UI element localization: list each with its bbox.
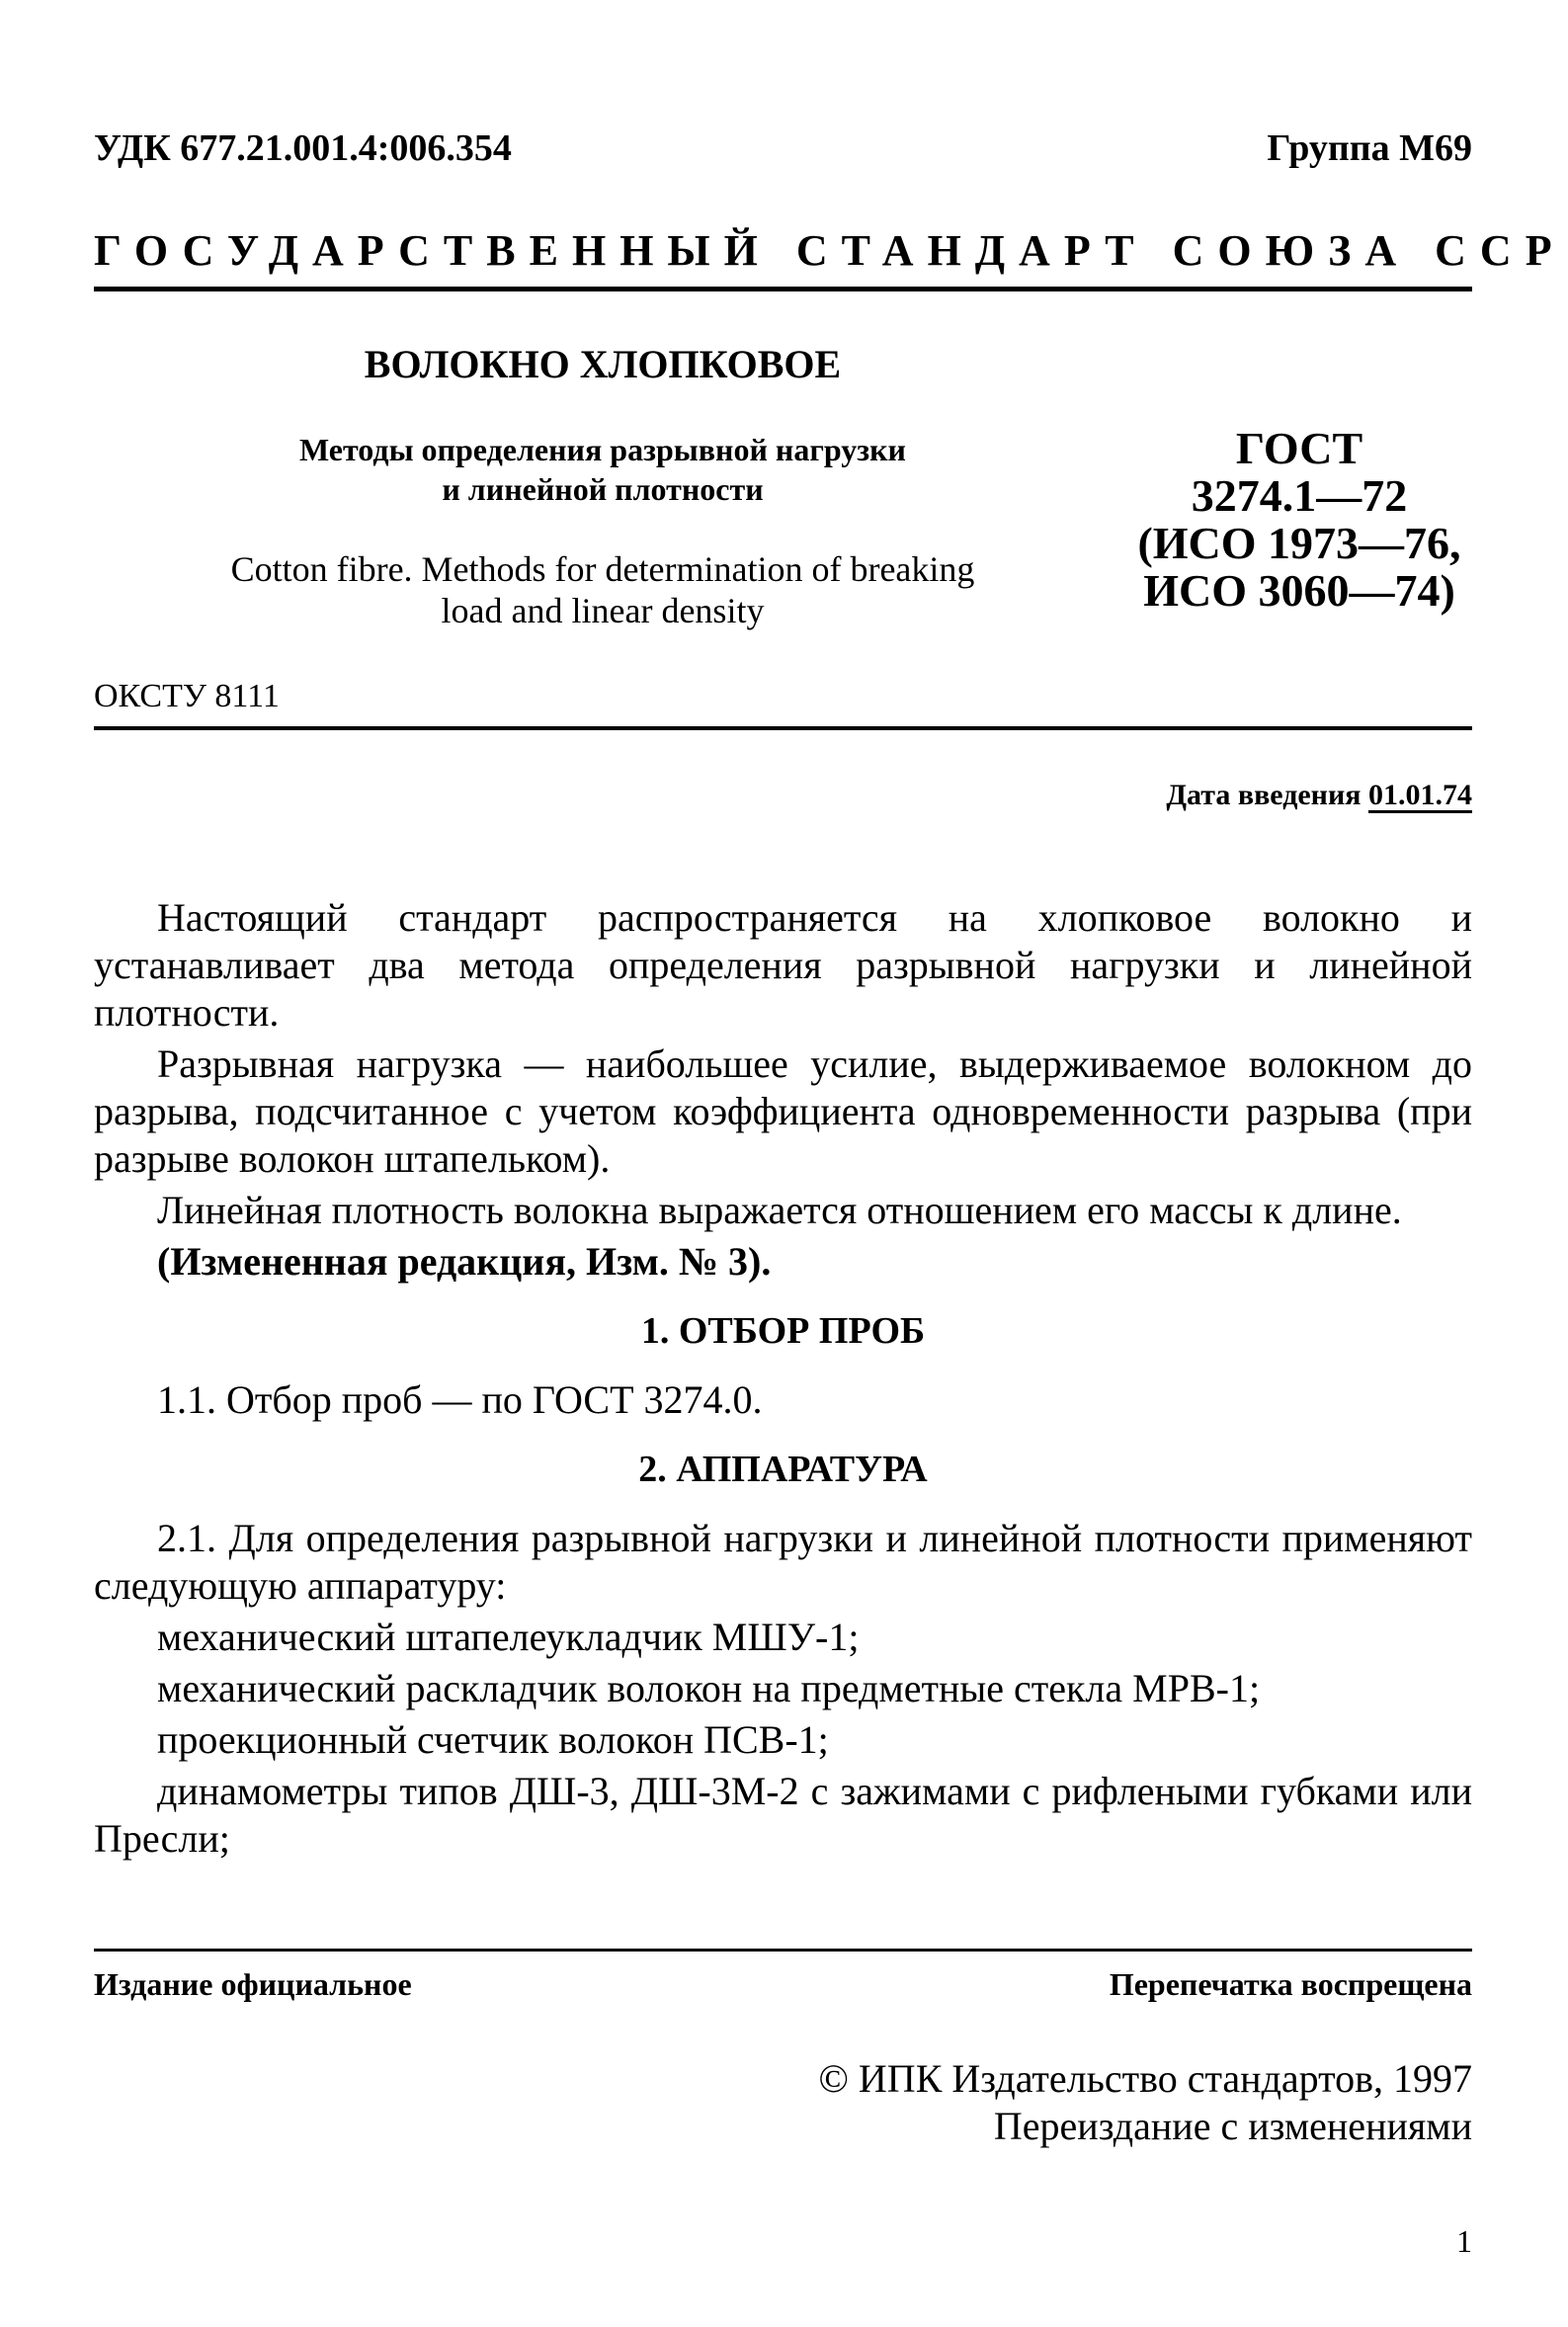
english-title-line: Cotton fibre. Methods for determination of breaking [230, 549, 975, 589]
gost-line: ГОСТ [1235, 423, 1363, 473]
group-code: Группа М69 [1267, 127, 1472, 169]
subtitle-line: Методы определения разрывной нагрузки [299, 432, 906, 467]
okstu-code: ОКСТУ 8111 [94, 678, 280, 714]
list-item: механический штапелеукладчик МШУ-1; [157, 1615, 860, 1659]
list-item: динамометры типов ДШ-3, ДШ-3М-2 с зажимами с рифлеными губками или Пресли; [94, 1769, 1472, 1861]
gost-line: 3274.1—72 [1191, 470, 1408, 521]
body-text [94, 894, 1472, 1867]
paragraph: Линейная плотность волокна выражается отношением его массы к длине. [157, 1188, 1402, 1232]
amendment-note: (Измененная редакция, Изм. № 3). [157, 1239, 772, 1284]
page-number: 1 [1456, 2223, 1472, 2259]
gost-line: (ИСО 1973—76, [1137, 518, 1461, 568]
official-edition: Издание официальное [94, 1966, 412, 2002]
english-title [94, 548, 1112, 631]
paragraph: Разрывная нагрузка — наибольшее усилие, выдерживаемое волокном до разрыва, подсчитанное с учетом коэффициента одновременности разрыва (при разрыве волокон штапельком). [94, 1041, 1472, 1181]
udk-code: УДК 677.21.001.4:006.354 [94, 127, 512, 169]
intro-date-label: Дата введения [1166, 779, 1362, 811]
title-divider [94, 726, 1472, 730]
reprint-prohibited: Перепечатка воспрещена [1109, 1966, 1472, 2002]
title-block [94, 341, 1112, 631]
section-heading: 2. АППАРАТУРА [638, 1449, 928, 1490]
header-divider [94, 287, 1472, 291]
document-subtitle [94, 430, 1112, 509]
reissue-line: Переиздание с изменениями [993, 2104, 1472, 2148]
document-page [94, 0, 1566, 2327]
intro-date-value: 01.01.74 [1368, 779, 1472, 811]
english-title-line: load and linear density [441, 591, 765, 630]
gost-designation [1092, 425, 1507, 615]
footer-divider [94, 1949, 1472, 1952]
paragraph: 2.1. Для определения разрывной нагрузки и линейной плотности применяют следующую аппаратуру: [94, 1516, 1472, 1608]
list-item: механический раскладчик волокон на предметные стекла МРВ-1; [157, 1666, 1261, 1710]
list-item: проекционный счетчик волокон ПСВ-1; [157, 1717, 829, 1762]
gost-line: ИСО 3060—74) [1143, 565, 1455, 616]
footer-row [94, 1966, 1472, 2003]
paragraph: Настоящий стандарт распространяется на хлопковое волокно и устанавливает два метода определения разрывной нагрузки и линейной плотности. [94, 895, 1472, 1035]
state-standard-title: ГОСУДАРСТВЕННЫЙ СТАНДАРТ СОЮЗА ССР [94, 226, 1566, 275]
section-heading: 1. ОТБОР ПРОБ [640, 1310, 926, 1352]
subtitle-line: и линейной плотности [442, 471, 764, 507]
copyright-line: © ИПК Издательство стандартов, 1997 [818, 2056, 1472, 2101]
paragraph: 1.1. Отбор проб — по ГОСТ 3274.0. [157, 1377, 763, 1422]
document-title: ВОЛОКНО ХЛОПКОВОЕ [364, 342, 842, 386]
copyright-block [819, 2055, 1472, 2150]
intro-date [1166, 779, 1472, 812]
header-row [94, 126, 1472, 170]
